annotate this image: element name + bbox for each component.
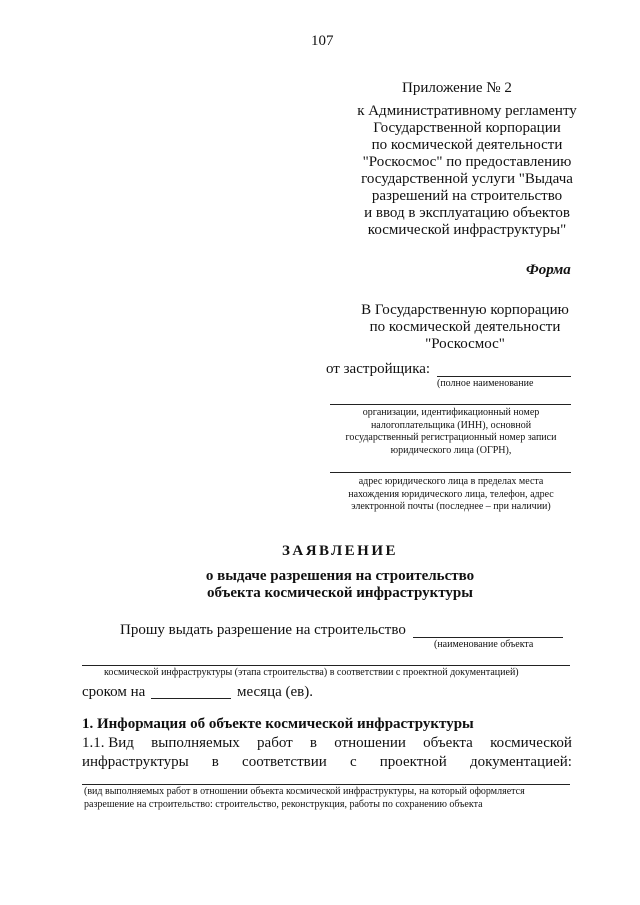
work-type-field[interactable] [82,784,570,785]
form-label: Форма [526,262,571,278]
addressee [330,302,600,353]
term-suffix: месяца (ев). [237,684,313,700]
statement-subtitle [160,568,520,602]
page-number: 107 [311,33,334,49]
applicant-address-field[interactable] [330,472,571,473]
word: документацией: [469,754,572,770]
addressee-line: "Роскосмос" [425,336,505,352]
object-name-field[interactable] [413,637,563,638]
item-1-1-line1 [82,735,572,752]
word: объекта [423,735,473,751]
appendix-line: Государственной корпорации [373,120,561,136]
hint-line: организации, идентификационный номер [362,407,540,418]
applicant-address-hint [326,476,576,514]
applicant-details-field[interactable] [330,404,571,405]
addressee-line: по космической деятельности [369,319,561,335]
appendix-title: Приложение № 2 [402,80,512,96]
applicant-details-hint [326,407,576,457]
hint-line: юридического лица (ОГРН), [390,444,512,456]
word: космической [490,735,572,751]
object-details-field[interactable] [82,665,570,666]
appendix-line: и ввод в эксплуатацию объектов [364,205,570,221]
word: с [349,754,357,770]
hint-line: нахождения юридического лица, телефон, адрес [348,488,554,500]
term-prefix: сроком на [82,684,146,700]
word: отношении [334,735,406,751]
appendix-line: к Административному регламенту [357,103,577,119]
section-heading: 1. Информация об объекте космической инфраструктуры [82,716,474,732]
word: работ [257,735,293,751]
appendix-line: космической инфраструктуры" [367,222,567,238]
work-type-hint-2: разрешение на строительство: строительство, реконструкция, работы по сохранению объекта [84,799,483,810]
word: проектной [379,754,447,770]
hint-line: адрес юридического лица в пределах места [358,476,544,487]
appendix-line: государственной услуги "Выдача [361,171,573,187]
object-name-hint: (наименование объекта [434,639,534,650]
addressee-line: В Государственную корпорацию [361,302,569,318]
hint-line: государственный регистрационный номер записи [345,432,557,443]
statement-title [220,543,460,560]
item-1-1-line2 [82,754,572,771]
request-text: Прошу выдать разрешение на строительство [120,622,406,638]
word: соответствии [242,754,327,770]
word: в [211,754,219,770]
term-field[interactable] [151,698,231,699]
appendix-line: по космической деятельности [371,137,563,153]
appendix-line: "Роскосмос" по предоставлению [362,154,572,170]
word: выполняемых [151,735,240,751]
word: 1.1. Вид [82,735,134,751]
from-label: от застройщика: [326,361,431,377]
word: в [309,735,318,751]
appendix-reference [330,103,604,239]
hint-line: налогоплательщика (ИНН), основной [370,419,532,431]
appendix-line: разрешений на строительство [371,188,563,204]
work-type-hint-1: (вид выполняемых работ в отношении объекта космической инфраструктуры, на который оформляется [84,786,525,797]
applicant-name-hint: (полное наименование [437,378,534,389]
applicant-name-field[interactable] [437,376,571,377]
statement-title-text: ЗАЯВЛЕНИЕ [281,543,399,559]
word: инфраструктуры [82,754,189,770]
object-details-hint: космической инфраструктуры (этапа строительства) в соответствии с проектной документацией) [104,667,519,678]
hint-line: электронной почты (последнее – при наличии) [351,501,551,512]
subtitle-line: о выдаче разрешения на строительство [205,568,475,584]
subtitle-line: объекта космической инфраструктуры [207,585,473,601]
